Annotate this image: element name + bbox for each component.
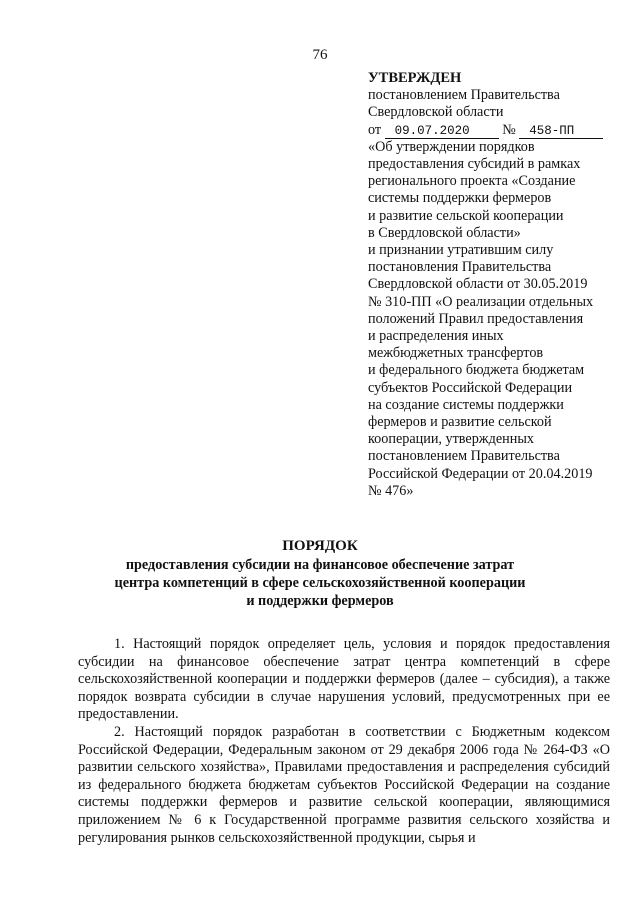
approval-line: предоставления субсидий в рамках (368, 156, 581, 173)
document-title: ПОРЯДОК (282, 538, 358, 554)
approval-line: постановлением Правительства (368, 87, 560, 104)
approval-line: на создание системы поддержки (368, 396, 564, 413)
approval-line: № 476» (368, 482, 414, 499)
approval-line: регионального проекта «Создание (368, 173, 576, 190)
approval-line: межбюджетных трансфертов (368, 345, 544, 362)
approval-block (368, 70, 618, 500)
approval-line: Свердловской области от 30.05.2019 (368, 276, 588, 293)
approval-date: 09.07.2020 (385, 124, 499, 139)
document-body (78, 636, 610, 847)
approval-line: системы поддержки фермеров (368, 190, 552, 207)
document-subtitle-line: предоставления субсидии на финансовое обеспечение затрат (125, 557, 515, 573)
approval-line: в Свердловской области» (368, 224, 521, 241)
approval-line: Свердловской области (368, 104, 504, 121)
approval-line: субъектов Российской Федерации (368, 379, 573, 396)
approval-line: № 310-ПП «О реализации отдельных (368, 293, 594, 310)
document-subtitle-line: и поддержки фермеров (246, 593, 394, 609)
approval-line: постановления Правительства (368, 259, 552, 276)
approval-line: «Об утверждении порядков (368, 138, 535, 155)
approval-line: и развитие сельской кооперации (368, 207, 564, 224)
approval-line: фермеров и развитие сельской (368, 414, 552, 431)
approval-line: и распределения иных (368, 328, 504, 345)
approval-line: положений Правил предоставления (368, 310, 584, 327)
document-title-block (0, 537, 640, 610)
approval-line: постановлением Правительства (368, 448, 560, 465)
approval-date-number-line (368, 122, 618, 139)
approval-number: 458-ПП (519, 124, 603, 139)
approval-line: и федерального бюджета бюджетам (368, 362, 585, 379)
paragraph-2: 2. Настоящий порядок разработан в соответствии с Бюджетным кодексом Российской Федерации, Федеральным законом от 29 декабря 2006 года № 264-ФЗ «О развитии сельского хозяйства», Правилами предоставления и распределения субсидий из федерального бюджета бюджетам субъектов Российской Федерации на создание системы поддержки фермеров и развитие сельской кооперации, являющимися приложением № 6 к Государственной программе развития сельского хозяйства и регулирования рынков сельскохозяйственной продукции, сырья и (78, 723, 610, 846)
document-subtitle-line: центра компетенций в сфере сельскохозяйственной кооперации (114, 575, 526, 591)
paragraph-1: 1. Настоящий порядок определяет цель, условия и порядок предоставления субсидии на финансовое обеспечение затрат центра компетенций в сфере сельскохозяйственной кооперации и поддержки фермеров (далее – субсидия), а также порядок возврата субсидии в случае нарушения условий, предусмотренных при ее предоставлении. (78, 636, 610, 723)
page-number: 76 (312, 47, 328, 63)
from-label: от (368, 121, 382, 138)
approval-line: Российской Федерации от 20.04.2019 (368, 465, 593, 482)
approval-line: и признании утратившим силу (368, 242, 554, 259)
approval-line: кооперации, утвержденных (368, 431, 534, 448)
approved-heading: УТВЕРЖДЕН (368, 70, 462, 86)
number-label: № (502, 121, 516, 138)
